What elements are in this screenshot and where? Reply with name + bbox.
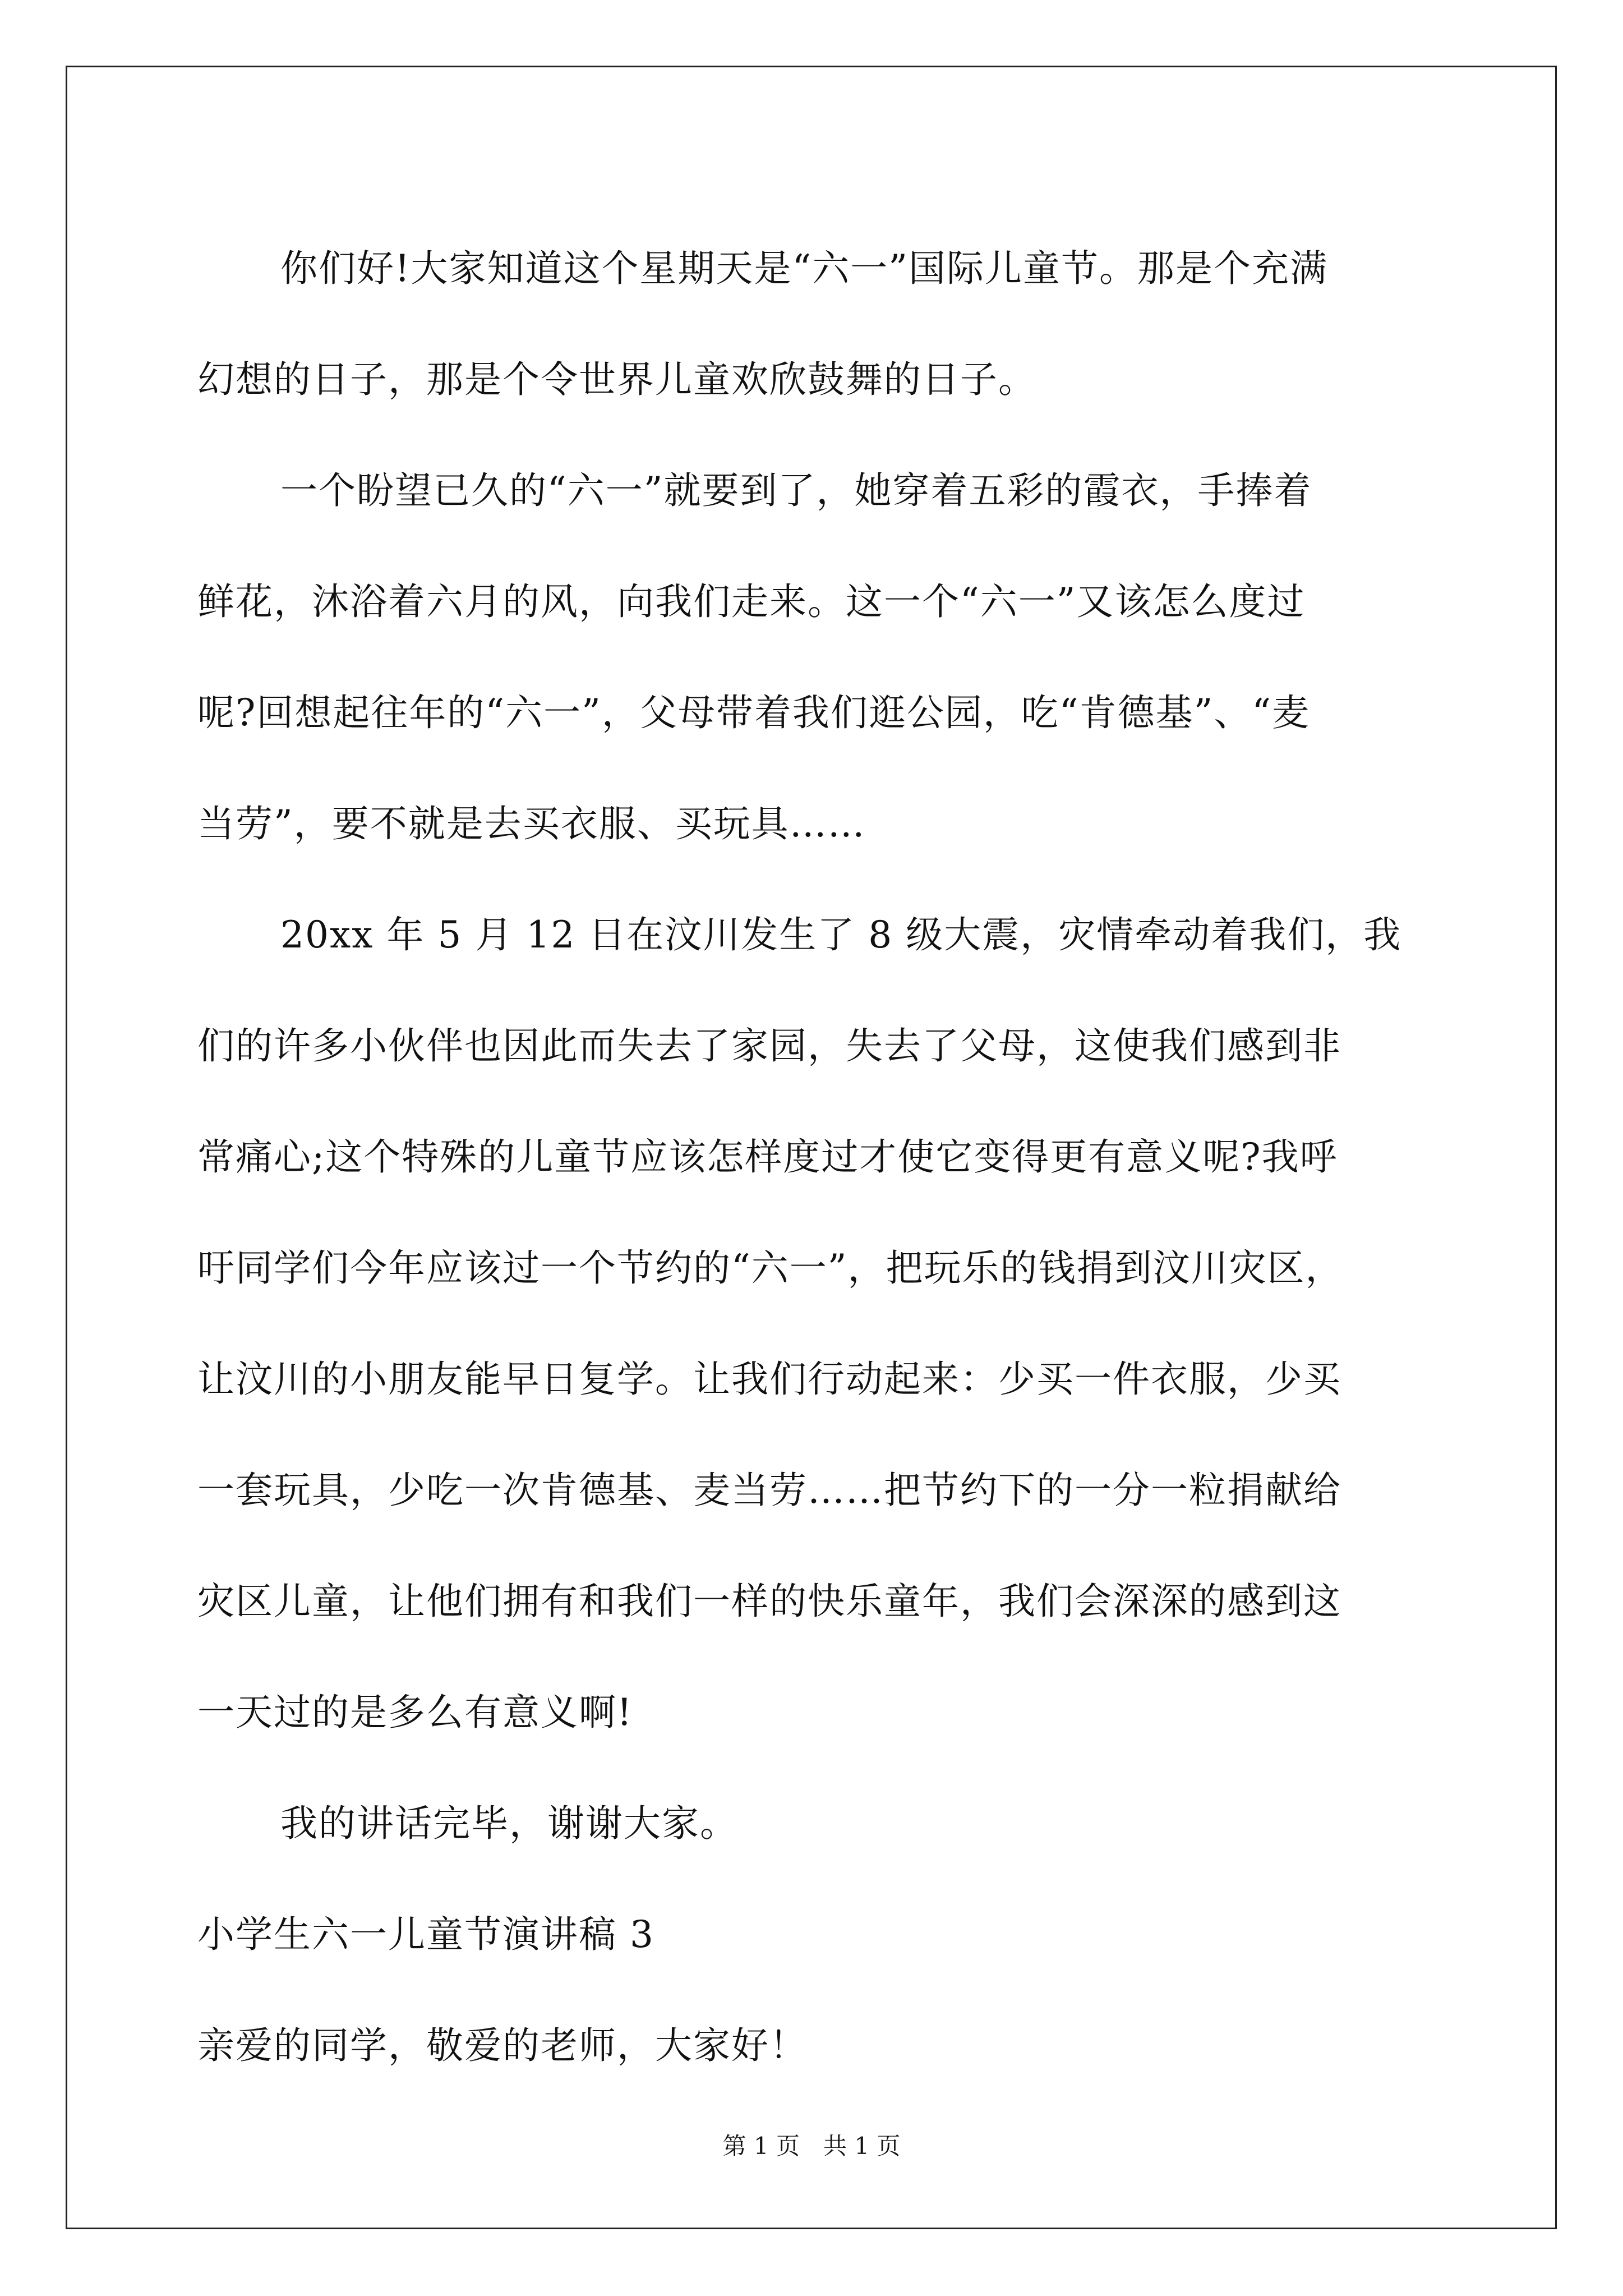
paragraph-line: 们的许多小伙伴也因此而失去了家园，失去了父母，这使我们感到非 (197, 1024, 1341, 1068)
paragraph-line: 你们好!大家知道这个星期天是“六一”国际儿童节。那是个充满 (280, 247, 1329, 290)
paragraph-line: 吁同学们今年应该过一个节约的“六一”，把玩乐的钱捐到汶川灾区， (197, 1246, 1344, 1290)
paragraph-line: 让汶川的小朋友能早日复学。让我们行动起来：少买一件衣服，少买 (197, 1358, 1341, 1401)
paragraph-line: 当劳”，要不就是去买衣服、买玩具…… (197, 802, 866, 845)
paragraph-line: 一个盼望已久的“六一”就要到了，她穿着五彩的霞衣，手捧着 (280, 469, 1312, 512)
paragraph-line: 一套玩具，少吃一次肯德基、麦当劳……把节约下的一分一粒捐献给 (197, 1469, 1341, 1512)
paragraph-line: 一天过的是多么有意义啊! (197, 1691, 633, 1734)
paragraph-line: 20xx 年 5 月 12 日在汶川发生了 8 级大震，灾情牵动着我们，我 (280, 913, 1402, 956)
paragraph-line: 鲜花，沐浴着六月的风，向我们走来。这一个“六一”又该怎么度过 (197, 580, 1306, 623)
paragraph-line: 呢?回想起往年的“六一”，父母带着我们逛公园，吃“肯德基”、“麦 (197, 691, 1311, 734)
greeting-line: 亲爱的同学，敬爱的老师，大家好！ (197, 2024, 808, 2067)
paragraph-line: 常痛心;这个特殊的儿童节应该怎样度过才使它变得更有意义呢?我呼 (197, 1135, 1338, 1179)
paragraph-line: 灾区儿童，让他们拥有和我们一样的快乐童年，我们会深深的感到这 (197, 1580, 1341, 1623)
closing-line: 我的讲话完毕，谢谢大家。 (280, 1802, 738, 1845)
section-title: 小学生六一儿童节演讲稿 3 (197, 1913, 654, 1956)
paragraph-line: 幻想的日子，那是个令世界儿童欢欣鼓舞的日子。 (197, 358, 1036, 401)
page-number-footer: 第 1 页 共 1 页 (722, 2132, 901, 2160)
document-body (197, 213, 1431, 2101)
